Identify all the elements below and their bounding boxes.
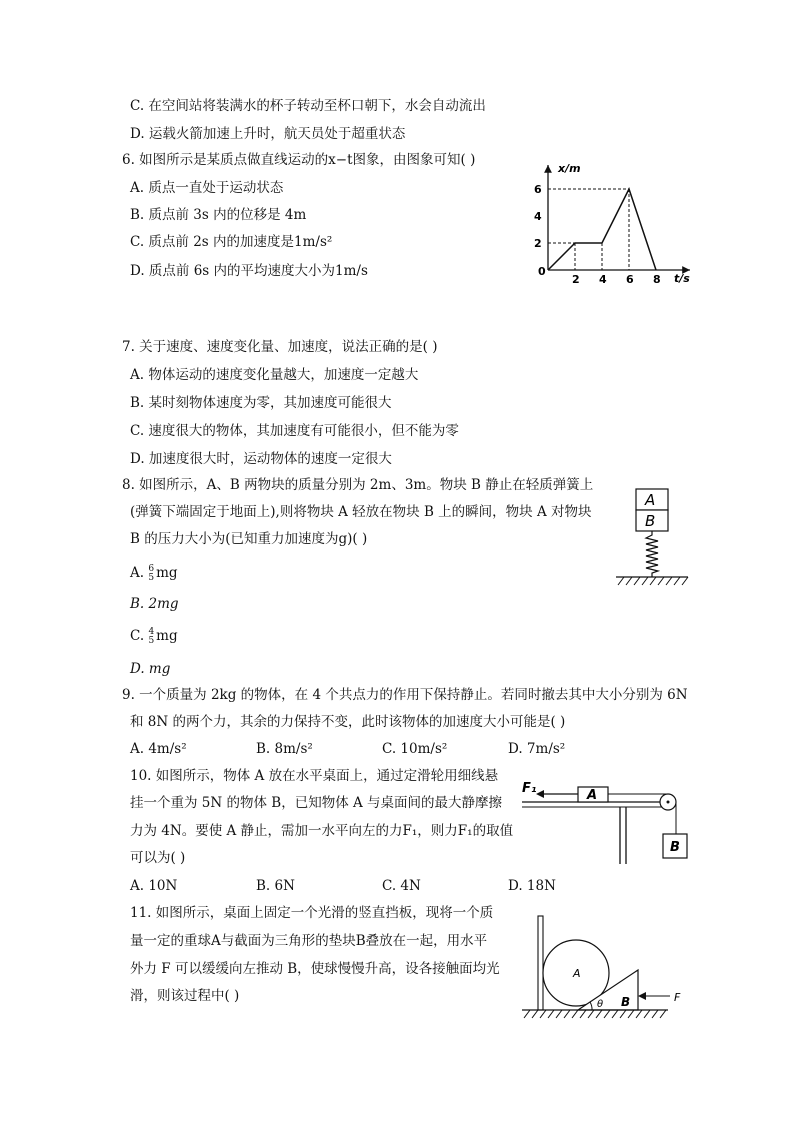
- q8-option-c: [130, 627, 178, 646]
- q6-option-b: B. 质点前 3s 内的位移是 4m: [130, 207, 307, 223]
- block-a-label: A: [645, 491, 656, 509]
- q10-stem-line4: 可以为( ): [130, 850, 186, 866]
- q10-option-a: A. 10N: [130, 878, 178, 894]
- x-tick-label: 2: [572, 273, 580, 286]
- fraction-numerator: 4: [148, 626, 155, 637]
- y-tick-label: 4: [534, 210, 542, 223]
- q11-stem-line3: 外力 F 可以缓缓向左推动 B，使球慢慢升高，设各接触面均光: [130, 961, 500, 977]
- y-tick-label: 2: [534, 237, 542, 250]
- q5-option-c: C. 在空间站将装满水的杯子转动至杯口朝下，水会自动流出: [130, 98, 486, 114]
- pulley-table-figure: [516, 776, 696, 868]
- q7-option-c: C. 速度很大的物体，其加速度有可能很小，但不能为零: [130, 423, 459, 439]
- fraction-denominator: 5: [148, 572, 155, 583]
- q8-option-b: B. 2mg: [130, 596, 179, 612]
- q8-option-a-fraction: [148, 565, 154, 583]
- block-b-label: B: [670, 840, 680, 855]
- force-label: F: [674, 991, 681, 1004]
- ground-hatching: [524, 1010, 666, 1018]
- ground-hatching: [618, 577, 688, 585]
- q8-option-a: [130, 564, 178, 583]
- xt-graph: [528, 155, 700, 295]
- q10-option-b: B. 6N: [256, 878, 295, 894]
- q9-stem-line1: 9. 一个质量为 2kg 的物体，在 4 个共点力的作用下保持静止。若同时撤去其中大小分别为 6N: [122, 687, 688, 703]
- q6-option-c: C. 质点前 2s 内的加速度是1m/s²: [130, 234, 333, 250]
- xt-series-line: [548, 189, 656, 270]
- block-a-label: A: [587, 788, 598, 803]
- y-axis-label: x/m: [558, 162, 581, 175]
- q7-option-b: B. 某时刻物体速度为零，其加速度可能很大: [130, 395, 392, 411]
- origin-label: 0: [538, 265, 546, 278]
- q6-stem: 6. 如图所示是某质点做直线运动的x−t图象，由图象可知( ): [122, 152, 476, 168]
- y-tick-label: 6: [534, 183, 542, 196]
- q10-stem-line2: 挂一个重为 5N 的物体 B，已知物体 A 与桌面间的最大静摩擦: [130, 795, 503, 811]
- q8-stem-line2: (弹簧下端固定于地面上),则将物块 A 轻放在物块 B 上的瞬间，物块 A 对物块: [130, 504, 592, 520]
- fraction-denominator: 5: [148, 635, 155, 646]
- q7-option-a: A. 物体运动的速度变化量越大，加速度一定越大: [130, 367, 419, 383]
- x-axis-label: t/s: [674, 272, 690, 285]
- q9-option-b: B. 8m/s²: [256, 741, 313, 757]
- fraction-numerator: 6: [148, 563, 155, 574]
- vertical-wall: [538, 916, 543, 1010]
- q8-option-a-label: A.: [130, 565, 145, 581]
- q8-option-c-fraction: [148, 628, 154, 646]
- x-tick-label: 8: [653, 273, 661, 286]
- q9-option-a: A. 4m/s²: [130, 741, 187, 757]
- q9-option-c: C. 10m/s²: [382, 741, 448, 757]
- spring-blocks-figure: [612, 485, 692, 590]
- q8-option-a-unit: mg: [156, 565, 178, 581]
- q7-stem: 7. 关于速度、速度变化量、加速度，说法正确的是( ): [122, 339, 438, 355]
- wall-ball-wedge-figure: [518, 912, 698, 1024]
- q8-option-c-label: C.: [130, 628, 145, 644]
- q8-stem-line1: 8. 如图所示，A、B 两物块的质量分别为 2m、3m。物块 B 静止在轻质弹簧上: [122, 477, 594, 493]
- q11-stem-line2: 量一定的重球A与截面为三角形的垫块B叠放在一起，用水平: [130, 933, 488, 949]
- x-tick-label: 6: [626, 273, 634, 286]
- q6-option-a: A. 质点一直处于运动状态: [130, 180, 284, 196]
- q10-stem-line1: 10. 如图所示，物体 A 放在水平桌面上，通过定滑轮用细线悬: [130, 768, 499, 784]
- block-b-label: B: [645, 512, 656, 530]
- q8-stem-line3: B 的压力大小为(已知重力加速度为g)( ): [130, 531, 368, 547]
- force-arrowhead: [638, 992, 646, 1000]
- q8-option-c-unit: mg: [156, 628, 178, 644]
- angle-label: θ: [597, 999, 604, 1010]
- force-label: F₁: [522, 781, 537, 796]
- spring: [646, 531, 658, 577]
- q7-option-d: D. 加速度很大时，运动物体的速度一定很大: [130, 451, 392, 467]
- q9-option-d: D. 7m/s²: [508, 741, 566, 757]
- x-tick-label: 4: [599, 273, 607, 286]
- q6-option-d: D. 质点前 6s 内的平均速度大小为1m/s: [130, 263, 368, 279]
- q11-stem-line1: 11. 如图所示，桌面上固定一个光滑的竖直挡板，现将一个质: [130, 905, 494, 921]
- ball-label: A: [573, 967, 581, 980]
- q10-option-d: D. 18N: [508, 878, 556, 894]
- wedge-label: B: [621, 995, 631, 1009]
- pulley-axle: [667, 801, 670, 804]
- q5-option-d: D. 运载火箭加速上升时，航天员处于超重状态: [130, 126, 406, 142]
- q11-stem-line4: 滑，则该过程中( ): [130, 988, 240, 1004]
- q10-stem-line3: 力为 4N。要使 A 静止，需加一水平向左的力F₁，则力F₁的取值: [130, 823, 514, 839]
- q8-option-d: D. mg: [130, 661, 171, 677]
- force-arrowhead: [536, 790, 544, 798]
- q9-stem-line2: 和 8N 的两个力，其余的力保持不变，此时该物体的加速度大小可能是( ): [130, 714, 566, 730]
- q10-option-c: C. 4N: [382, 878, 421, 894]
